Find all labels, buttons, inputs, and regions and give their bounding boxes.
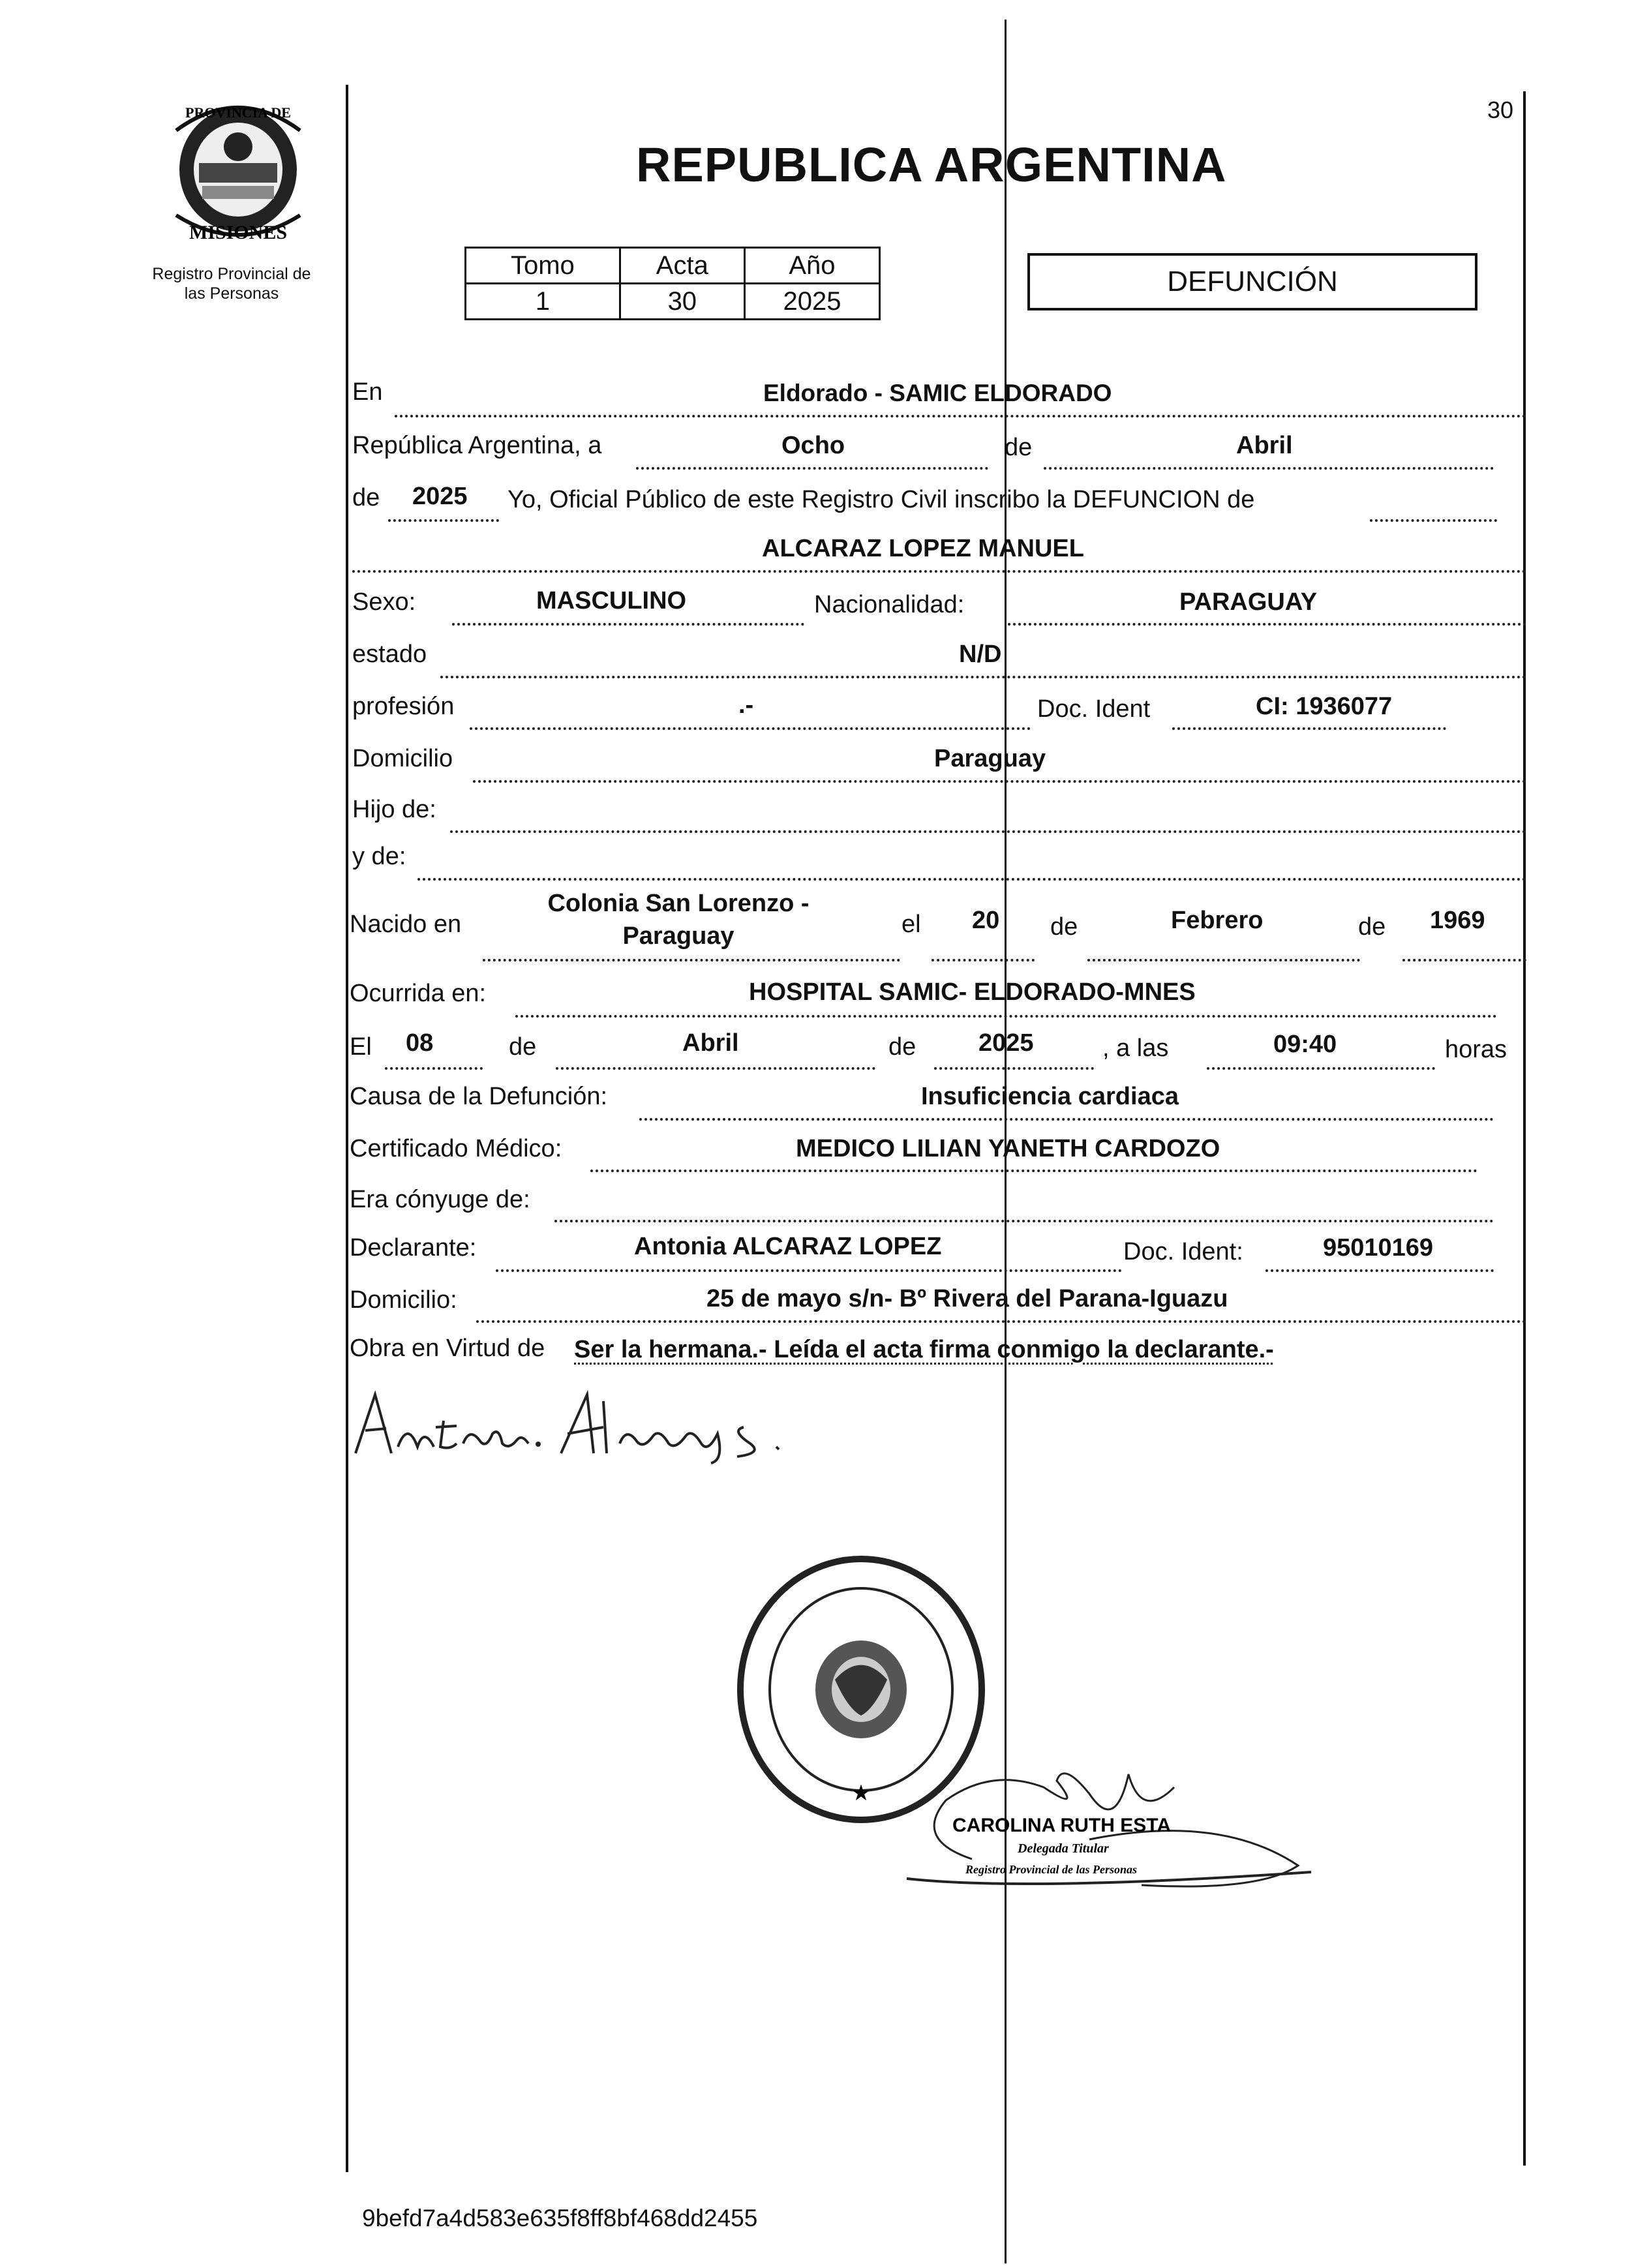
record-type: DEFUNCIÓN xyxy=(1167,265,1338,297)
record-table xyxy=(464,247,881,320)
y-de-label: y de: xyxy=(352,843,406,870)
en-line xyxy=(395,415,1526,417)
obra-value: Ser la hermana.- Leída el acta firma conmigo la declarante.- xyxy=(574,1336,1274,1363)
official-stamp-line-3: Registro Provincial de las Personas xyxy=(965,1863,1138,1876)
domicilio2-label: Domicilio: xyxy=(350,1286,457,1314)
tomo-value: 1 xyxy=(466,284,620,320)
year-value: 2025 xyxy=(412,483,468,510)
nacido-label: Nacido en xyxy=(350,911,462,938)
registry-line-1: Registro Provincial de xyxy=(152,265,311,283)
death-day-line xyxy=(385,1067,483,1070)
declarante-doc-line xyxy=(1265,1269,1494,1272)
declarante-label: Declarante: xyxy=(350,1234,477,1262)
birth-month-line xyxy=(1087,959,1360,961)
inscribo-text: Yo, Oficial Público de este Registro Civil inscribo la DEFUNCION de xyxy=(507,486,1255,513)
official-stamp-line-2: Delegada Titular xyxy=(1018,1841,1109,1856)
de-death-label-1: de xyxy=(509,1033,537,1061)
domicilio2-line xyxy=(476,1320,1526,1323)
conyuge-label: Era cónyuge de: xyxy=(350,1186,530,1213)
doc-ident-label: Doc. Ident xyxy=(1037,695,1151,723)
left-margin-rule xyxy=(346,85,348,2172)
nacido-place-line-1: Colonia San Lorenzo - xyxy=(547,890,810,917)
nacido-place-line xyxy=(483,959,900,961)
profesion-line xyxy=(470,727,1031,730)
sexo-value: MASCULINO xyxy=(536,587,687,614)
logo-text-top: PROVINCIA DE xyxy=(185,104,291,121)
acta-value: 30 xyxy=(620,284,744,320)
declarante-value: Antonia ALCARAZ LOPEZ xyxy=(634,1233,942,1260)
day-word: Ocho xyxy=(781,432,845,459)
declarante-doc-value: 95010169 xyxy=(1323,1234,1434,1262)
deceased-name-line xyxy=(352,570,1526,573)
deceased-name: ALCARAZ LOPEZ MANUEL xyxy=(762,535,1084,562)
en-value: Eldorado - SAMIC ELDORADO xyxy=(763,380,1112,406)
record-table-value-row xyxy=(466,284,880,320)
death-time: 09:40 xyxy=(1273,1031,1337,1058)
month-value: Abril xyxy=(1236,432,1293,459)
republica-label: República Argentina, a xyxy=(352,432,602,459)
birth-year-line xyxy=(1402,959,1526,961)
doc-ident-line xyxy=(1172,727,1446,730)
ocurrida-line xyxy=(515,1015,1497,1018)
death-time-line xyxy=(1207,1067,1435,1070)
en-label: En xyxy=(352,378,383,406)
birth-year: 1969 xyxy=(1430,907,1485,934)
a-las-label: , a las xyxy=(1102,1035,1169,1062)
birth-month: Febrero xyxy=(1171,907,1264,934)
ocurrida-label: Ocurrida en: xyxy=(350,980,487,1007)
death-day: 08 xyxy=(406,1029,434,1057)
year-line xyxy=(388,519,499,522)
page-number: 30 xyxy=(1487,97,1514,123)
month-line xyxy=(1044,467,1494,470)
record-type-box xyxy=(1027,253,1477,310)
de-birth-label-2: de xyxy=(1358,913,1386,941)
ocurrida-value: HOSPITAL SAMIC- ELDORADO-MNES xyxy=(749,978,1196,1006)
acta-header: Acta xyxy=(620,248,744,284)
death-month-line xyxy=(556,1067,875,1070)
anio-header: Año xyxy=(744,248,879,284)
death-month: Abril xyxy=(682,1029,739,1057)
doc-ident-value: CI: 1936077 xyxy=(1256,693,1393,720)
birth-day-line xyxy=(932,959,1035,961)
registry-name xyxy=(127,264,336,303)
estado-label: estado xyxy=(352,641,427,668)
inscribo-line xyxy=(1370,519,1497,522)
record-table-header-row xyxy=(466,248,880,284)
hijo-label: Hijo de: xyxy=(352,796,436,823)
profesion-label: profesión xyxy=(352,693,455,720)
anio-value: 2025 xyxy=(744,284,879,320)
province-logo xyxy=(157,91,320,248)
el-label: el xyxy=(901,911,921,938)
logo-text-bottom: MISIONES xyxy=(189,222,288,243)
y-de-line xyxy=(417,878,1526,881)
svg-text:★: ★ xyxy=(851,1780,871,1806)
estado-line xyxy=(440,676,1526,678)
causa-line xyxy=(639,1118,1494,1121)
day-word-line xyxy=(636,467,988,470)
certificado-label: Certificado Médico: xyxy=(350,1135,562,1162)
conyuge-line xyxy=(554,1220,1494,1222)
sexo-line xyxy=(452,623,804,626)
official-stamp xyxy=(894,1761,1324,1911)
official-stamp-line-1: CAROLINA RUTH ESTA xyxy=(952,1815,1171,1836)
estado-value: N/D xyxy=(959,641,1002,668)
profesion-value: .- xyxy=(738,691,754,719)
tomo-header: Tomo xyxy=(466,248,620,284)
horas-label: horas xyxy=(1445,1036,1507,1063)
document-hash: 9befd7a4d583e635f8ff8bf468dd2455 xyxy=(362,2205,758,2231)
nacionalidad-value: PARAGUAY xyxy=(1179,588,1318,616)
de-birth-label-1: de xyxy=(1050,913,1078,941)
page-title: REPUBLICA ARGENTINA xyxy=(636,138,1227,192)
birth-day: 20 xyxy=(972,907,1000,934)
registry-line-2: las Personas xyxy=(184,284,279,303)
de-death-label-2: de xyxy=(888,1033,916,1061)
causa-value: Insuficiencia cardiaca xyxy=(921,1083,1179,1110)
el2-label: El xyxy=(350,1033,372,1061)
nacionalidad-label: Nacionalidad: xyxy=(814,591,965,618)
declarante-line xyxy=(496,1269,1122,1272)
de-label-1: de xyxy=(1005,434,1033,461)
domicilio-value: Paraguay xyxy=(934,745,1046,772)
obra-label: Obra en Virtud de xyxy=(350,1335,545,1362)
certificado-line xyxy=(590,1170,1477,1172)
hijo-line xyxy=(450,830,1526,833)
death-year: 2025 xyxy=(978,1029,1034,1057)
nacionalidad-line xyxy=(1008,623,1526,626)
domicilio-label: Domicilio xyxy=(352,745,453,772)
domicilio2-value: 25 de mayo s/n- Bº Rivera del Parana-Iguazu xyxy=(706,1285,1228,1312)
certificado-value: MEDICO LILIAN YANETH CARDOZO xyxy=(796,1135,1220,1162)
declarante-doc-label: Doc. Ident: xyxy=(1123,1238,1243,1265)
nacido-place xyxy=(483,887,874,952)
de-label-2: de xyxy=(352,484,380,511)
causa-label: Causa de la Defunción: xyxy=(350,1083,608,1110)
domicilio-line xyxy=(473,780,1526,783)
right-margin-rule xyxy=(1523,91,1526,2166)
nacido-place-line-2: Paraguay xyxy=(622,922,735,950)
sexo-label: Sexo: xyxy=(352,588,416,616)
declarant-signature xyxy=(346,1382,841,1466)
death-year-line xyxy=(934,1067,1094,1070)
